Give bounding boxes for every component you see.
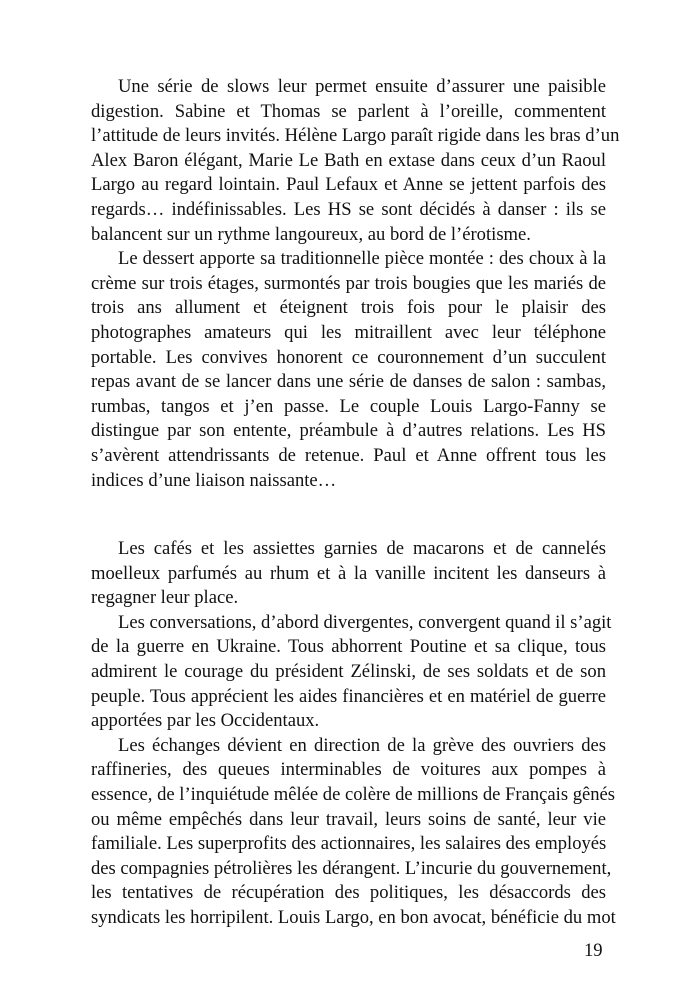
text-line: Les cafés et les assiettes garnies de macarons et de cannelés bbox=[118, 538, 606, 560]
text-line: ou même empêchés dans leur travail, leurs soins de santé, leur vie bbox=[91, 808, 606, 830]
text-line: Une série de slows leur permet ensuite d’assurer une paisible bbox=[118, 76, 606, 97]
text-line: photographes amateurs qui les mitraillent avec leur téléphone bbox=[91, 321, 606, 343]
text-line: trois ans allument et éteignent trois fois pour le plaisir des bbox=[91, 297, 606, 319]
text-line: des compagnies pétrolières les dérangent. L’incurie du gouvernement, bbox=[91, 857, 612, 879]
text-line: regagner leur place. bbox=[91, 587, 239, 609]
paragraph bbox=[91, 75, 620, 247]
text-line: Les conversations, d’abord divergentes, convergent quand il s’agit bbox=[118, 611, 612, 633]
text-line: crème sur trois étages, surmontés par trois bougies que les mariés de bbox=[91, 272, 606, 294]
body-text bbox=[91, 75, 620, 931]
text-line: familiale. Les superprofits des actionnaires, les salaires des employés bbox=[91, 833, 607, 855]
text-line: portable. Les convives honorent ce couronnement d’un succulent bbox=[91, 346, 606, 368]
text-line: balancent sur un rythme langoureux, au bord de l’érotisme. bbox=[91, 223, 531, 245]
text-line: peuple. Tous apprécient les aides financières et en matériel de guerre bbox=[91, 685, 606, 707]
text-line: distingue par son entente, préambule à d’autres relations. Les HS bbox=[91, 420, 606, 442]
text-line: Largo au regard lointain. Paul Lefaux et Anne se jettent parfois des bbox=[91, 174, 606, 196]
page-number: 19 bbox=[584, 940, 603, 961]
text-line: l’attitude de leurs invités. Hélène Largo paraît rigide dans les bras d’un bbox=[91, 125, 620, 147]
paragraph bbox=[91, 734, 616, 931]
text-line: rumbas, tangos et j’en passe. Le couple Louis Largo-Fanny se bbox=[91, 395, 606, 417]
text-line: Le dessert apporte sa traditionnelle pièce montée : des choux à la bbox=[118, 248, 606, 270]
text-line: les tentatives de récupération des politiques, les désaccords des bbox=[91, 882, 606, 904]
text-line: digestion. Sabine et Thomas se parlent à l’oreille, commentent bbox=[91, 100, 606, 122]
paragraph bbox=[91, 611, 612, 734]
text-line: de la guerre en Ukraine. Tous abhorrent Poutine et sa clique, tous bbox=[91, 636, 606, 658]
text-line: apportées par les Occidentaux. bbox=[91, 710, 320, 732]
text-line: raffineries, des queues interminables de voitures aux pompes à bbox=[91, 759, 606, 781]
text-line: repas avant de se lancer dans une série de danses de salon : sambas, bbox=[91, 371, 606, 393]
paragraph bbox=[91, 247, 606, 493]
text-line: essence, de l’inquiétude mêlée de colère de millions de Français gênés bbox=[91, 784, 616, 806]
text-line: syndicats les horripilent. Louis Largo, en bon avocat, bénéficie du mot bbox=[91, 907, 616, 928]
text-line: s’avèrent attendrissants de retenue. Paul et Anne offrent tous les bbox=[91, 444, 606, 466]
text-line: moelleux parfumés au rhum et à la vanille incitent les danseurs à bbox=[91, 562, 606, 584]
text-line: Les échanges dévient en direction de la grève des ouvriers des bbox=[118, 734, 606, 756]
text-line: regards… indéfinissables. Les HS se sont décidés à danser : ils se bbox=[91, 198, 606, 220]
text-line: indices d’une liaison naissante… bbox=[91, 469, 337, 491]
paragraph bbox=[91, 537, 606, 611]
text-line: Alex Baron élégant, Marie Le Bath en extase dans ceux d’un Raoul bbox=[91, 149, 606, 171]
text-line: admirent le courage du président Zélinski, de ses soldats et de son bbox=[91, 661, 606, 683]
